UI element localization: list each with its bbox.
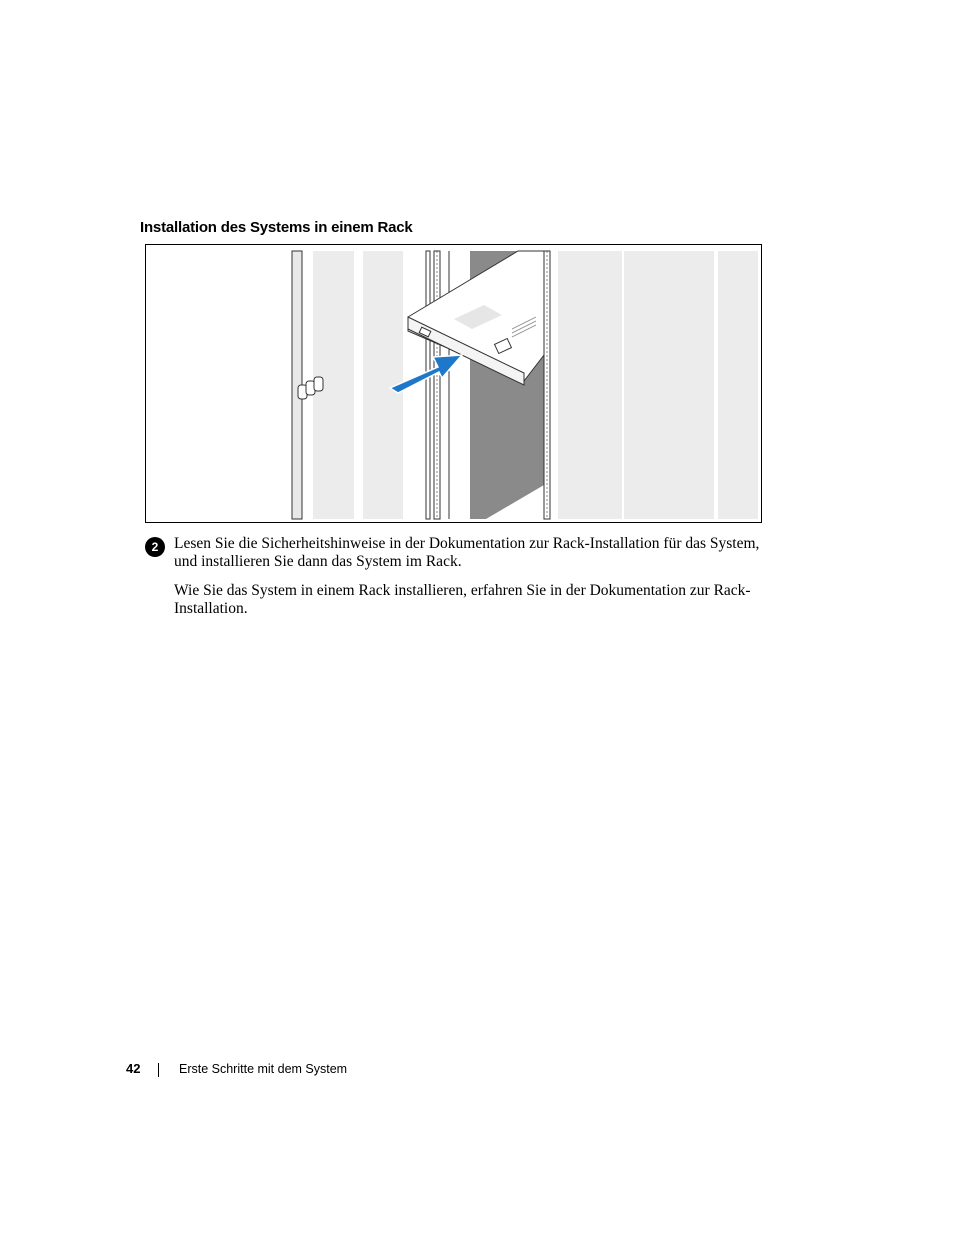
step-number-badge: 2 [145,537,165,557]
rack-installation-figure [145,244,762,523]
server-rack-insertion-illustration [146,245,763,524]
page-number: 42 [126,1061,141,1076]
section-heading: Installation des Systems in einem Rack [140,219,413,236]
footer-divider [158,1063,159,1077]
step-note-text: Wie Sie das System in einem Rack installieren, erfahren Sie in der Dokumentation zur Rack-Installation. [174,582,751,617]
chapter-title: Erste Schritte mit dem System [179,1062,348,1076]
step-instruction-text: Lesen Sie die Sicherheitshinweise in der Dokumentation zur Rack-Installation für das System, und installieren Sie dann das System im Rack. [174,535,760,570]
